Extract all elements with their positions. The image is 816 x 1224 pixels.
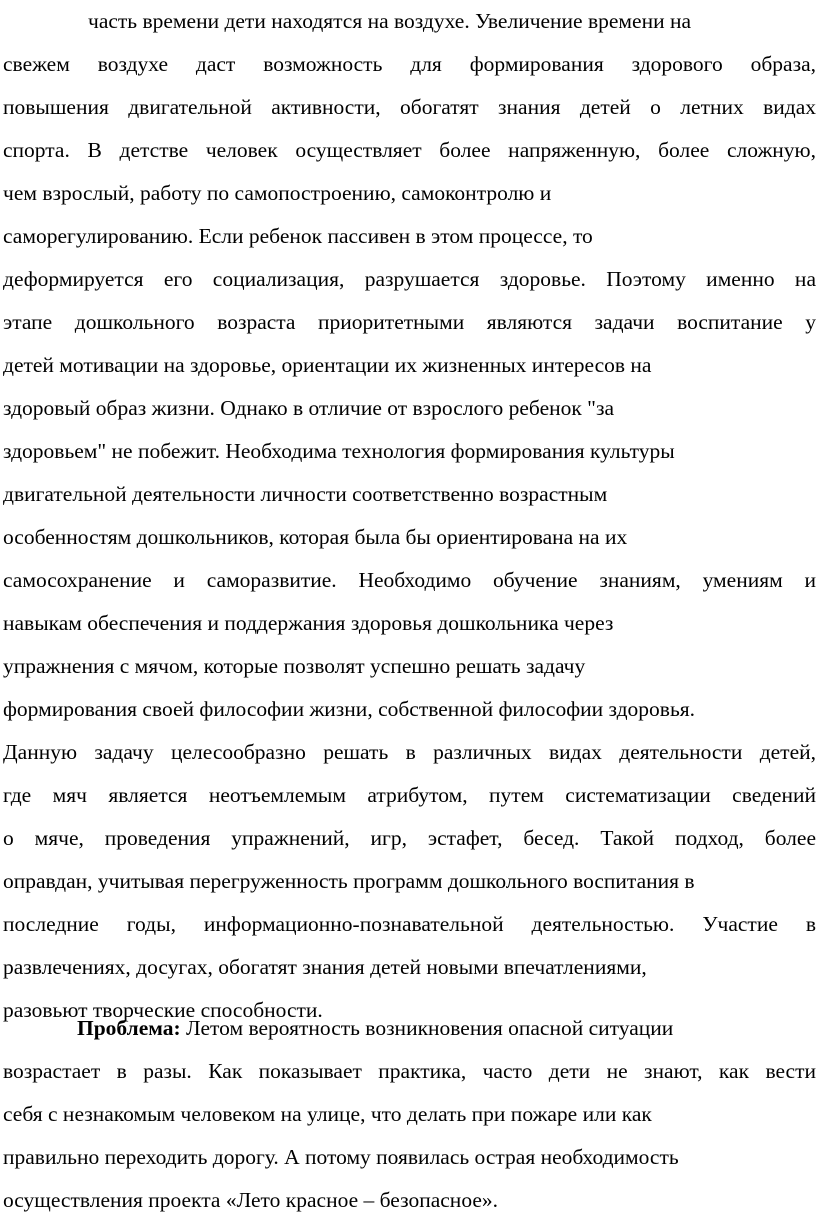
text-line: часть времени дети находятся на воздухе. Увеличение времени на — [88, 9, 692, 33]
text-line: чем взрослый, работу по самопостроению, самоконтролю и — [3, 181, 552, 205]
text-line: возрастает в разы. Как показывает практика, часто дети не знают, как вести — [3, 1059, 816, 1083]
problem-label: Проблема: — [77, 1016, 181, 1040]
text-line: развлечениях, досугах, обогатят знания детей новыми впечатлениями, — [3, 955, 647, 979]
text-line: особенностям дошкольников, которая была бы ориентирована на их — [3, 525, 628, 549]
text-line: двигательной деятельности личности соответственно возрастным — [3, 482, 608, 506]
text-line: разовьют творческие способности. — [3, 998, 323, 1022]
text-line: повышения двигательной активности, обогатят знания детей о летних видах — [3, 95, 816, 119]
text-line: детей мотивации на здоровье, ориентации их жизненных интересов на — [3, 353, 652, 377]
text-line: Данную задачу целесообразно решать в различных видах деятельности детей, — [3, 740, 816, 764]
text-line: этапе дошкольного возраста приоритетными являются задачи воспитание у — [3, 310, 816, 334]
problem-first-line-text: Летом вероятность возникновения опасной ситуации — [180, 1016, 674, 1040]
text-line: правильно переходить дорогу. А потому появилась острая необходимость — [3, 1145, 679, 1169]
text-line: о мяче, проведения упражнений, игр, эстафет, бесед. Такой подход, более — [3, 826, 816, 850]
text-line: осуществления проекта «Лето красное – безопасное». — [3, 1188, 498, 1212]
paragraph-main — [3, 0, 816, 1032]
paragraph-problem — [3, 1007, 816, 1222]
text-line: где мяч является неотъемлемым атрибутом, путем систематизации сведений — [3, 783, 816, 807]
text-line: свежем воздухе даст возможность для формирования здорового образа, — [3, 52, 816, 76]
text-line: себя с незнакомым человеком на улице, что делать при пожаре или как — [3, 1102, 652, 1126]
problem-first-line — [3, 1007, 816, 1050]
text-line: самосохранение и саморазвитие. Необходимо обучение знаниям, умениям и — [3, 568, 816, 592]
text-line: навыкам обеспечения и поддержания здоровья дошкольника через — [3, 611, 614, 635]
text-line: формирования своей философии жизни, собственной философии здоровья. — [3, 697, 696, 721]
text-line: оправдан, учитывая перегруженность программ дошкольного воспитания в — [3, 869, 695, 893]
text-line: спорта. В детстве человек осуществляет более напряженную, более сложную, — [3, 138, 816, 162]
text-line: деформируется его социализация, разрушается здоровье. Поэтому именно на — [3, 267, 816, 291]
text-line: упражнения с мячом, которые позволят успешно решать задачу — [3, 654, 586, 678]
text-line: здоровьем" не побежит. Необходима технология формирования культуры — [3, 439, 675, 463]
text-line: последние годы, информационно-познавательной деятельностью. Участие в — [3, 912, 816, 936]
text-line: здоровый образ жизни. Однако в отличие от взрослого ребенок "за — [3, 396, 614, 420]
text-line: саморегулированию. Если ребенок пассивен в этом процессе, то — [3, 224, 593, 248]
